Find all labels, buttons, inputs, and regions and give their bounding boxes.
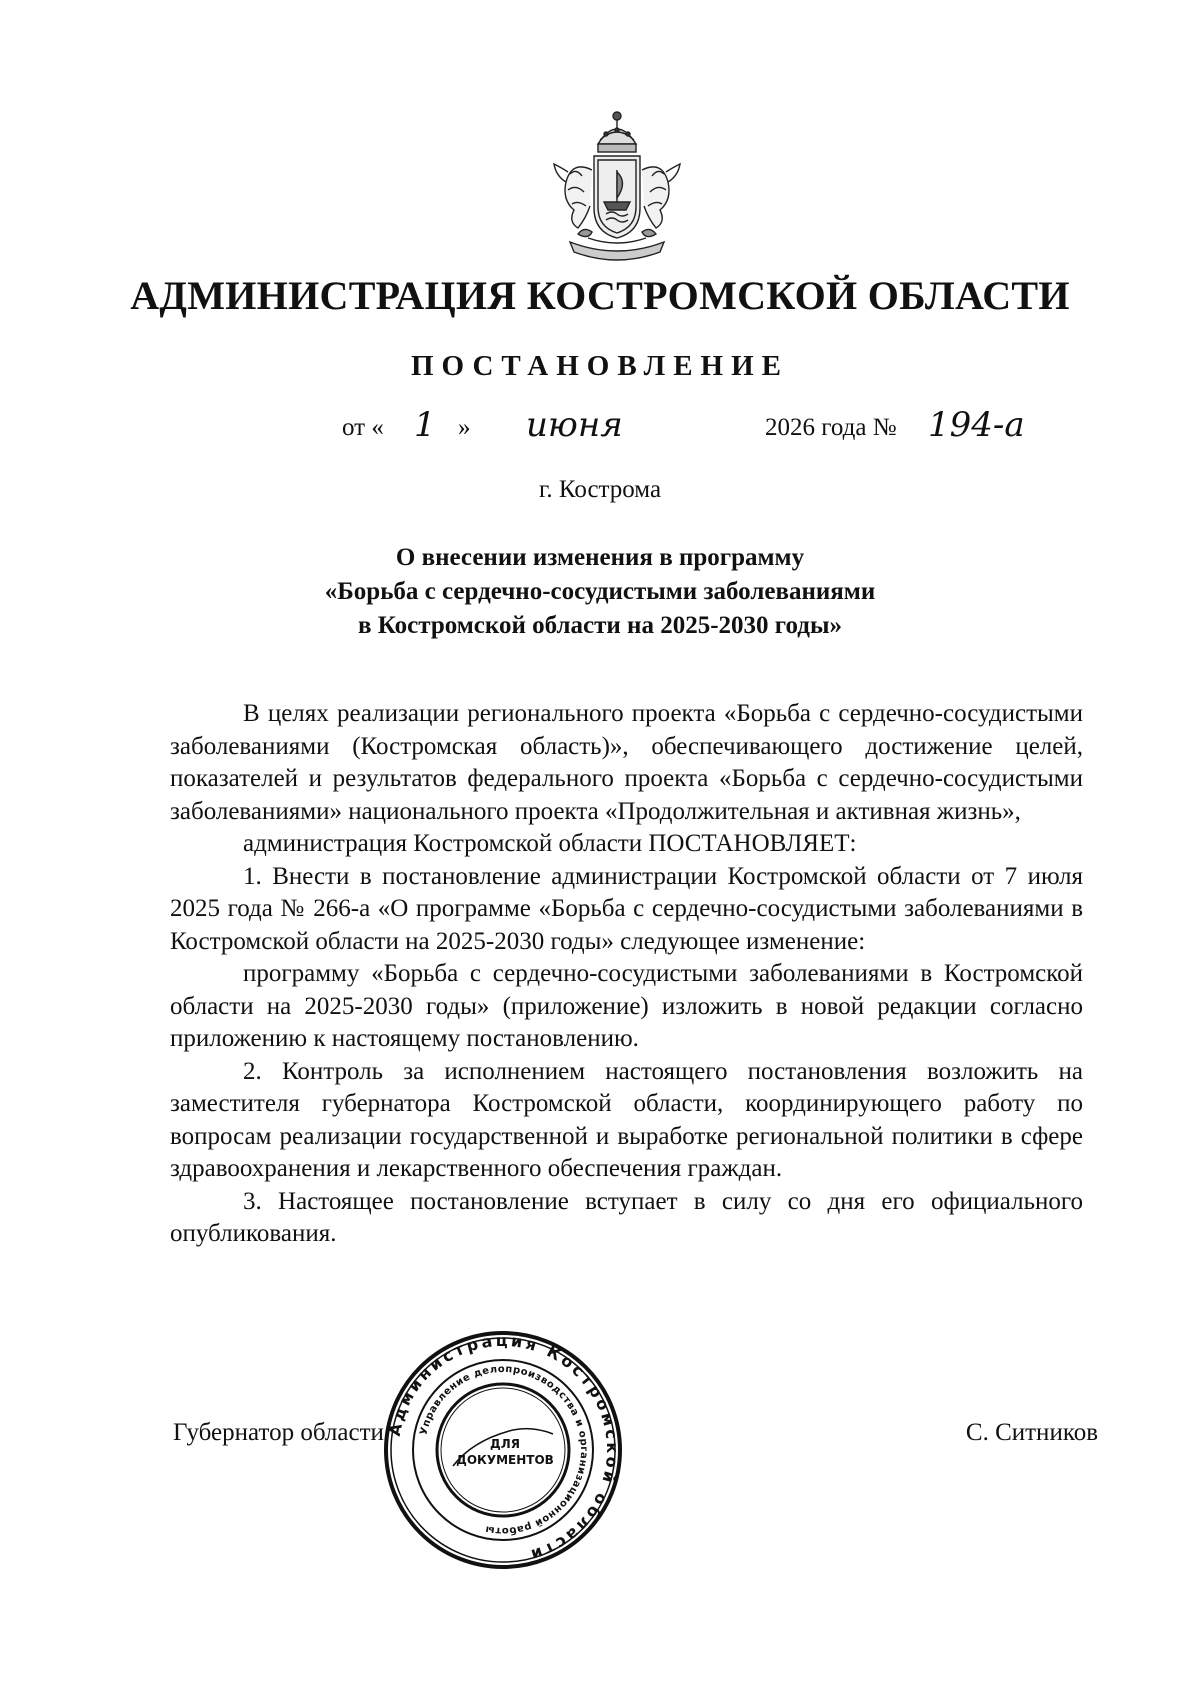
city-name: г. Кострома	[538, 476, 662, 503]
date-day-handwritten: 1	[414, 405, 436, 445]
stamp-center-line-1: ДЛЯ	[490, 1437, 520, 1451]
subject-line-1: О внесении изменения в программу	[395, 544, 805, 571]
document-type: ПОСТАНОВЛЕНИЕ	[410, 350, 789, 382]
date-month-handwritten: июня	[526, 405, 623, 445]
date-year-text: 2026 года №	[765, 414, 897, 441]
signatory-name: С. Ситников	[965, 1419, 1098, 1446]
date-line	[0, 405, 1200, 461]
signatory-position: Губернатор области	[173, 1419, 384, 1446]
coat-of-arms-emblem	[548, 110, 686, 266]
body-paragraph-preamble: В целях реализации регионального проекта «Борьба с сердечно-сосудистыми заболеваниями (Костромская область)», обеспечивающего достижение целей, показателей и результатов федерального проекта «Борьба с сердечно-сосудистыми заболеваниями» национального проекта «Продолжительная и активная жизнь»,	[170, 700, 1083, 825]
body-paragraph-resolves: администрация Костромской области ПОСТАНОВЛЯЕТ:	[243, 830, 857, 857]
document-number-handwritten: 194-а	[928, 405, 1025, 445]
date-close-quote: »	[458, 414, 471, 441]
subject-line-2: «Борьба с сердечно-сосудистыми заболеваниями	[324, 578, 876, 605]
body-paragraph-item-1-change: программу «Борьба с сердечно-сосудистыми заболеваниями в Костромской области на 2025-2030 годы» (приложение) изложить в новой редакции согласно приложению к настоящему постановлению.	[170, 960, 1083, 1052]
stamp-inner-text: Управление делопроизводства и организационной работы	[418, 1363, 590, 1537]
body-paragraph-item-1: 1. Внести в постановление администрации Костромской области от 7 июля 2025 года № 266-а «О программе «Борьба с сердечно-сосудистыми заболеваниями в Костромской области на 2025-2030 годы» следующее изменение:	[170, 862, 1083, 955]
document-subject	[0, 541, 1200, 643]
date-prefix: от «	[342, 414, 384, 441]
stamp-outer-text: Администрация Костромской области	[384, 1330, 623, 1566]
organization-title: АДМИНИСТРАЦИЯ КОСТРОМСКОЙ ОБЛАСТИ	[130, 273, 1070, 318]
body-paragraph-item-3: 3. Настоящее постановление вступает в силу со дня его официального опубликования.	[170, 1187, 1083, 1247]
subject-line-3: в Костромской области на 2025-2030 годы»	[358, 612, 842, 639]
body-paragraph-item-2: 2. Контроль за исполнением настоящего постановления возложить на заместителя губернатора Костромской области, координирующего работу по вопросам реализации государственной и выработке региональной политики в сфере здравоохранения и лекарственного обеспечения граждан.	[170, 1057, 1083, 1182]
stamp-center-line-2: ДОКУМЕНТОВ	[456, 1453, 554, 1467]
official-stamp	[383, 1330, 623, 1570]
document-body	[170, 698, 1083, 1251]
